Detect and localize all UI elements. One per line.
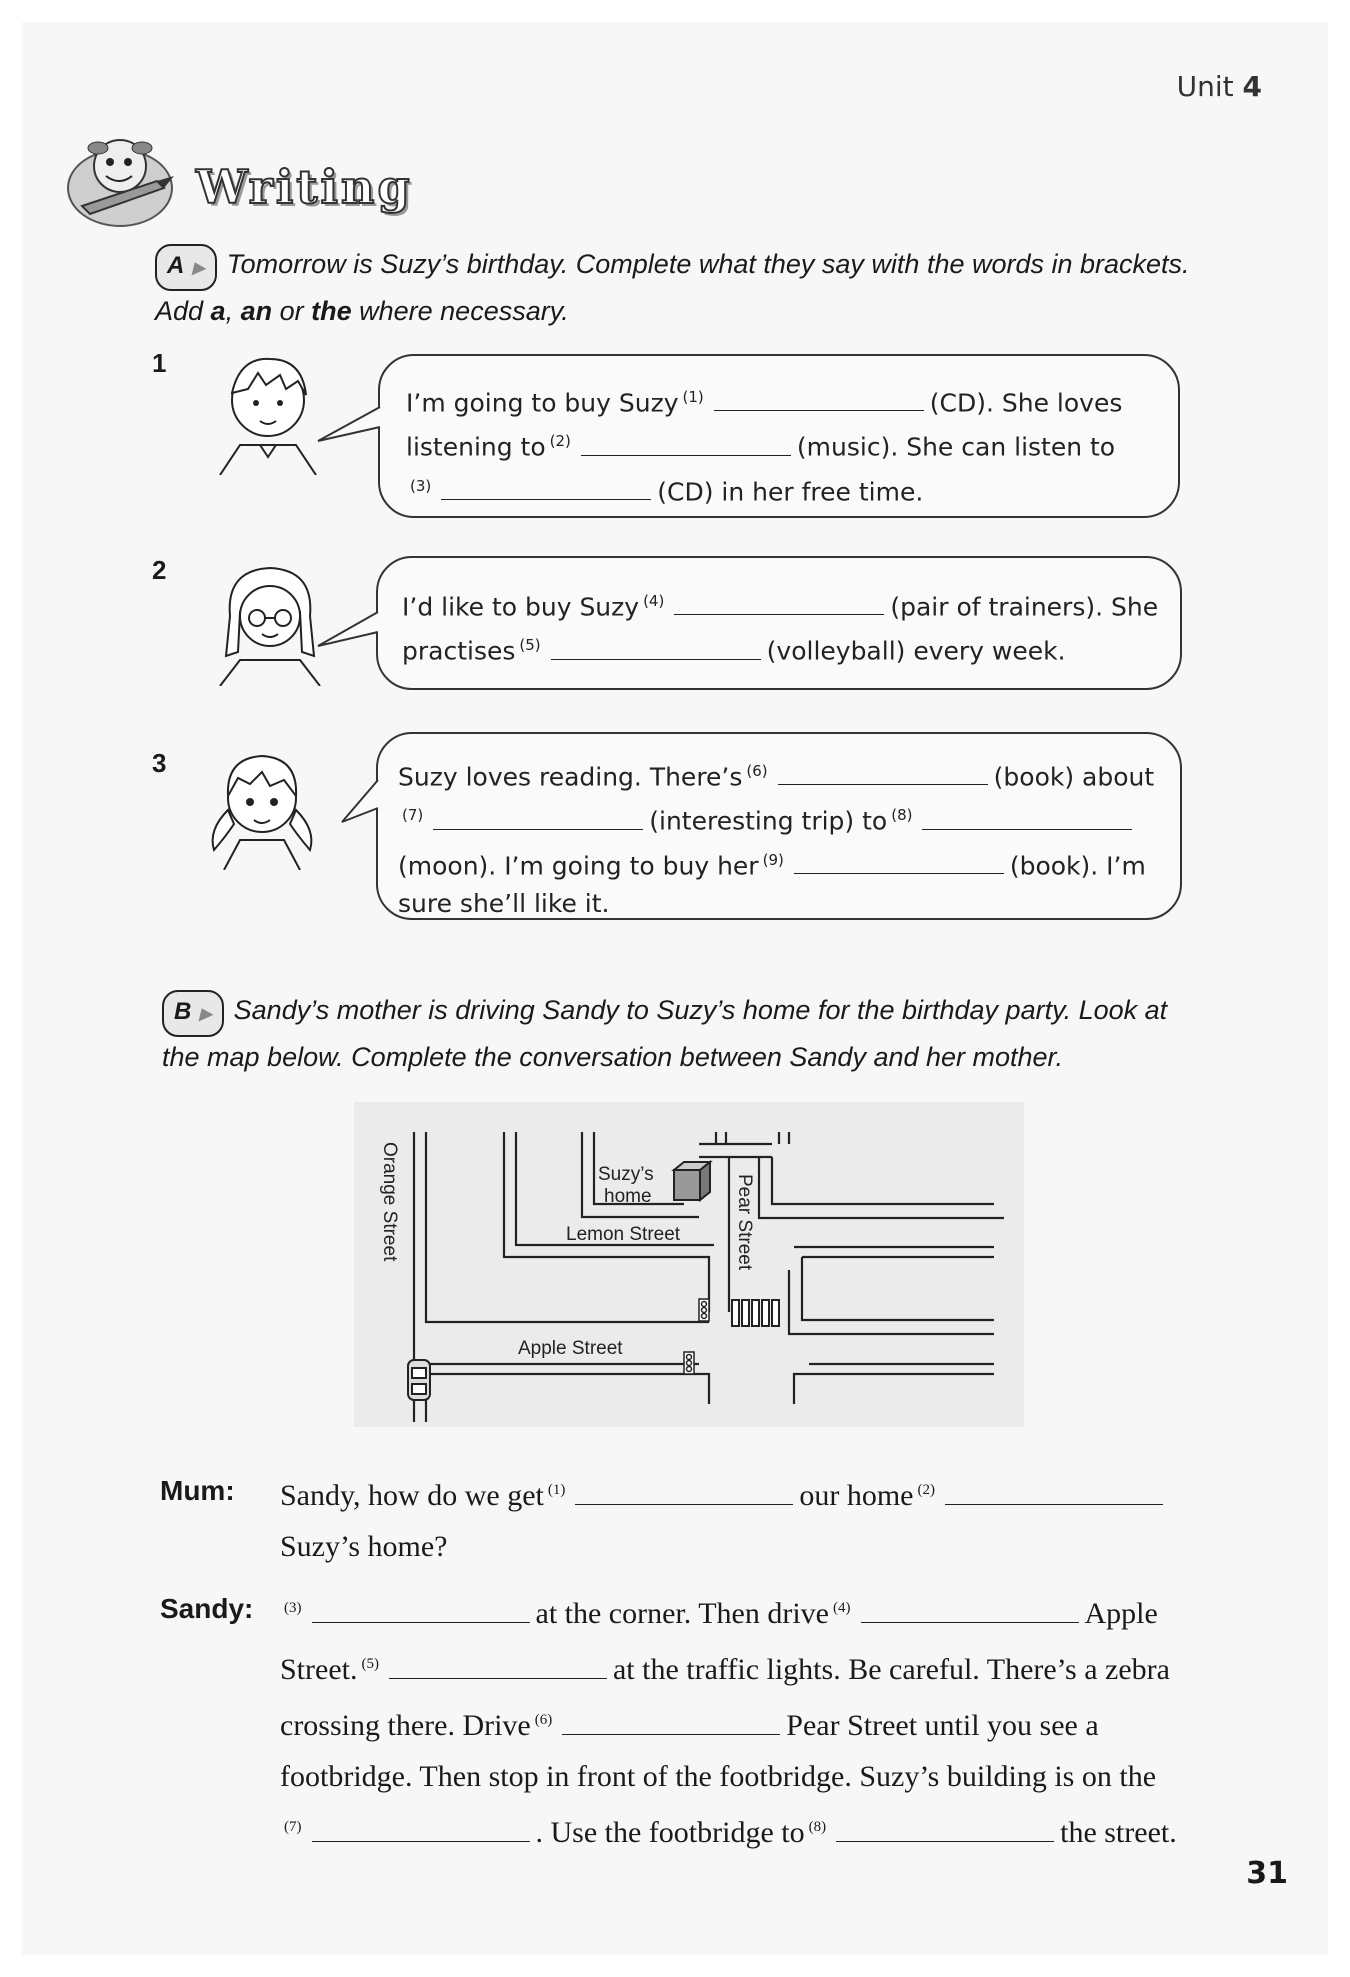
girl-with-pigtails-icon: [200, 740, 320, 870]
answer-blank[interactable]: [575, 1478, 793, 1505]
answer-blank[interactable]: [778, 762, 988, 785]
bubble-2-text: I’d like to buy Suzy $^{(4)}$ (pair of trainers). She practises $^{(5)}$ (volleyball) every week.: [402, 592, 1159, 666]
speaker-sandy: Sandy:: [160, 1593, 254, 1624]
answer-blank[interactable]: [441, 477, 651, 500]
answer-blank[interactable]: [674, 592, 884, 615]
part-b-instruction: B ▶ Sandy’s mother is driving Sandy to Suzy’s home for the birthday party. Look at the map below. Complete the conversation between Sandy and her mother.: [162, 990, 1272, 1077]
writing-mascot-logo: [62, 126, 192, 236]
mum-line: Sandy, how do we get $^{(1)}$ our home $^{(2)}$ Suzy’s home?: [280, 1465, 1300, 1572]
item-number: 2: [152, 555, 167, 585]
map-label-suzys-home-2: home: [604, 1186, 652, 1207]
unit-label: Unit 4: [1176, 70, 1262, 103]
item-number: 1: [152, 348, 167, 378]
answer-blank[interactable]: [836, 1815, 1054, 1842]
bubble-3-text: Suzy loves reading. There’s $^{(6)}$ (book) about $^{(7)}$ (interesting trip) to $^{(8)}$ (moon). I’m going to buy her $^{(9)}$ (book). I’m sure she’ll like it.: [398, 762, 1155, 918]
section-title: Writing: [196, 160, 413, 214]
answer-blank[interactable]: [714, 388, 924, 411]
sandy-line: $^{(3)}$ at the corner. Then drive $^{(4)}$ Apple Street. $^{(5)}$ at the traffic lights. Be careful. There’s a zebra crossing there. Drive $^{(6)}$ Pear Street until you see a footbridge. Then stop in front of the footbridge. Suzy’s building is on the $^{(7)}$ . Use the footbridge to $^{(8)}$ the street.: [280, 1597, 1177, 1849]
street-map: [354, 1102, 1024, 1427]
map-label-orange-street: Orange Street: [379, 1142, 400, 1262]
answer-blank[interactable]: [433, 807, 643, 830]
bubble-1-text: I’m going to buy Suzy $^{(1)}$ (CD). She loves listening to $^{(2)}$ (music). She can listen to $^{(3)}$ (CD) in her free time.: [406, 388, 1123, 506]
traffic-light-icon: [684, 1299, 709, 1374]
answer-blank[interactable]: [581, 433, 791, 456]
map-label-pear-street: Pear Street: [734, 1174, 755, 1271]
building-icon: [674, 1162, 710, 1200]
map-label-lemon-street: Lemon Street: [566, 1224, 681, 1245]
part-a-instruction: A ▶ Tomorrow is Suzy’s birthday. Complete what they say with the words in brackets. Add a, an or the where necessary.: [155, 244, 1265, 331]
speaker-mum: Mum:: [160, 1475, 235, 1506]
part-b-badge: B ▶: [162, 990, 224, 1037]
answer-blank[interactable]: [312, 1815, 530, 1842]
answer-blank[interactable]: [551, 637, 761, 660]
bubble-tail: [316, 405, 382, 445]
map-label-apple-street: Apple Street: [518, 1338, 623, 1359]
boy-character-icon: [210, 345, 330, 475]
answer-blank[interactable]: [562, 1708, 780, 1735]
answer-blank[interactable]: [922, 807, 1132, 830]
part-a-badge: A ▶: [155, 244, 217, 291]
answer-blank[interactable]: [312, 1596, 530, 1623]
bubble-tail: [316, 610, 380, 650]
car-icon: [408, 1360, 430, 1400]
girl-with-glasses-icon: [210, 556, 330, 686]
answer-blank[interactable]: [861, 1596, 1079, 1623]
answer-blank[interactable]: [945, 1478, 1163, 1505]
answer-blank[interactable]: [389, 1652, 607, 1679]
bubble-tail: [340, 778, 380, 828]
page-number: 31: [1246, 1856, 1288, 1891]
answer-blank[interactable]: [794, 851, 1004, 874]
map-label-suzys-home-1: Suzy’s: [598, 1164, 654, 1185]
item-number: 3: [152, 748, 167, 778]
